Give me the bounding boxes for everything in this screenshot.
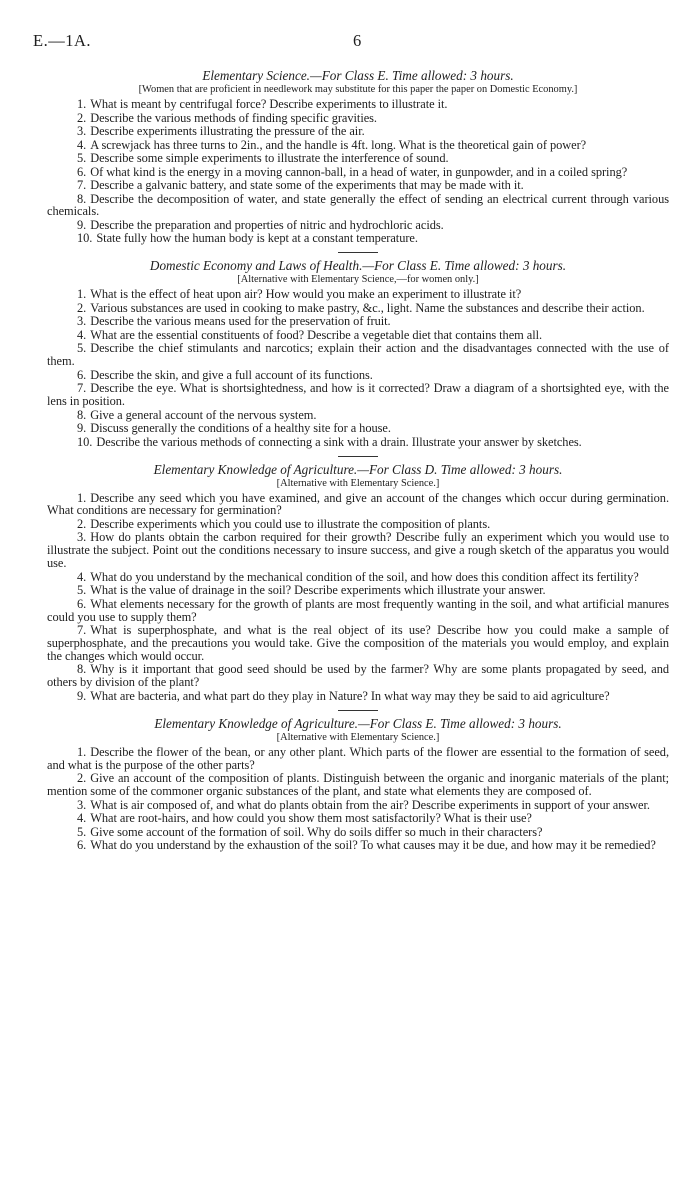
question-item bbox=[47, 624, 669, 663]
question-item bbox=[47, 799, 669, 812]
question-item bbox=[47, 826, 669, 839]
question-number: 9. bbox=[77, 217, 87, 232]
question-number: 3. bbox=[77, 314, 87, 329]
question-item bbox=[47, 663, 669, 689]
question-item bbox=[47, 369, 669, 382]
question-item bbox=[47, 598, 669, 624]
question-item bbox=[47, 422, 669, 435]
question-item bbox=[47, 409, 669, 422]
question-text: Of what kind is the energy in a moving cannon-ball, in a head of water, in gunpowder, and in a coiled spring? bbox=[90, 164, 628, 179]
question-number: 10. bbox=[77, 434, 93, 449]
question-number: 9. bbox=[77, 688, 87, 703]
question-number: 5. bbox=[77, 824, 87, 839]
question-number: 2. bbox=[77, 771, 87, 786]
question-text: What are bacteria, and what part do they play in Nature? In what way may they be said to aid agriculture? bbox=[90, 688, 610, 703]
question-number: 1. bbox=[77, 287, 87, 302]
question-item bbox=[47, 112, 669, 125]
question-list bbox=[47, 288, 669, 448]
section-note: [Alternative with Elementary Science.] bbox=[276, 477, 440, 489]
question-number: 7. bbox=[77, 381, 87, 396]
question-text: Describe the various methods of finding specific gravities. bbox=[90, 110, 377, 125]
question-number: 6. bbox=[77, 164, 87, 179]
question-item bbox=[47, 232, 669, 245]
question-item bbox=[47, 584, 669, 597]
question-text: Why is it important that good seed should be used by the farmer? Why are some plants propagated by seed, and others by division of the plant? bbox=[47, 662, 669, 690]
question-number: 5. bbox=[77, 341, 87, 356]
question-number: 4. bbox=[77, 137, 87, 152]
question-item bbox=[47, 288, 669, 301]
question-text: Describe the eye. What is shortsightedness, and how is it corrected? Draw a diagram of a shortsighted eye, with the lens in position. bbox=[47, 381, 669, 409]
question-list bbox=[47, 492, 669, 703]
section-title: Elementary Knowledge of Agriculture.—For Class D. Time allowed: 3 hours. bbox=[153, 461, 563, 477]
question-number: 1. bbox=[77, 490, 87, 505]
question-text: Describe some simple experiments to illustrate the interference of sound. bbox=[90, 151, 449, 165]
question-text: Describe the preparation and properties of nitric and hydrochloric acids. bbox=[90, 217, 444, 232]
question-number: 6. bbox=[77, 367, 87, 382]
section-divider bbox=[338, 252, 378, 253]
question-text: A screwjack has three turns to 2in., and the handle is 4ft. long. What is the theoretical gain of power? bbox=[90, 137, 587, 152]
question-item bbox=[47, 139, 669, 152]
document-reference: E.—1A. bbox=[33, 31, 91, 50]
question-text: Describe a galvanic battery, and state some of the experiments that may be made with it. bbox=[90, 178, 524, 192]
question-item bbox=[47, 179, 669, 192]
question-number: 1. bbox=[77, 97, 87, 111]
question-item bbox=[47, 746, 669, 772]
question-item bbox=[47, 342, 669, 368]
question-text: Give a general account of the nervous system. bbox=[90, 407, 317, 422]
question-item bbox=[47, 492, 669, 518]
exam-section bbox=[47, 68, 669, 245]
question-item bbox=[47, 219, 669, 232]
question-number: 5. bbox=[77, 151, 87, 165]
question-item bbox=[47, 193, 669, 219]
question-text: What is the value of drainage in the soil? Describe experiments which illustrate your answer. bbox=[90, 583, 546, 598]
question-text: What do you understand by the mechanical condition of the soil, and how does this condition affect its fertility? bbox=[90, 569, 639, 584]
question-number: 2. bbox=[77, 300, 87, 315]
question-text: What are the essential constituents of food? Describe a vegetable diet that contains them all. bbox=[90, 327, 543, 342]
question-item bbox=[47, 166, 669, 179]
question-number: 3. bbox=[77, 797, 87, 812]
section-note: [Alternative with Elementary Science.] bbox=[276, 731, 440, 743]
question-text: Describe the various means used for the preservation of fruit. bbox=[90, 314, 391, 329]
question-item bbox=[47, 315, 669, 328]
page-number: 6 bbox=[353, 31, 362, 50]
section-title: Domestic Economy and Laws of Health.—For Class E. Time allowed: 3 hours. bbox=[149, 258, 567, 274]
question-item bbox=[47, 518, 669, 531]
question-text: How do plants obtain the carbon required for their growth? Describe fully an experiment which you would use to illustrate the subject. Point out the conditions necessary to insure success, and give a rough sketch of the apparatus you would use. bbox=[47, 530, 669, 571]
question-text: What do you understand by the exhaustion of the soil? To what causes may it be due, and how may it be remedied? bbox=[90, 838, 656, 853]
question-list bbox=[47, 98, 669, 245]
question-text: Describe the decomposition of water, and state generally the effect of sending an electrical current through various chemicals. bbox=[47, 191, 669, 219]
section-note: [Alternative with Elementary Science,—for women only.] bbox=[237, 274, 479, 286]
question-item bbox=[47, 839, 669, 852]
question-text: Various substances are used in cooking to make pastry, &c., light. Name the substances and describe their action. bbox=[90, 300, 645, 315]
page-content bbox=[47, 64, 669, 853]
question-number: 2. bbox=[77, 516, 87, 531]
exam-sections bbox=[47, 68, 669, 852]
question-number: 8. bbox=[77, 662, 87, 677]
question-item bbox=[47, 125, 669, 138]
question-number: 4. bbox=[77, 327, 87, 342]
question-text: Discuss generally the conditions of a healthy site for a house. bbox=[90, 421, 391, 436]
question-item bbox=[47, 436, 669, 449]
question-text: What elements necessary for the growth of plants are most frequently wanting in the soil, and what artificial manures could you use to supply them? bbox=[47, 596, 669, 624]
question-text: Describe experiments illustrating the pressure of the air. bbox=[90, 124, 365, 138]
question-text: What is superphosphate, and what is the real object of its use? Describe how you could make a sample of superphosphate, and the precautions you would take. Give the composition of the materials you would employ, and explain the changes which would occur. bbox=[47, 623, 669, 663]
question-text: Describe the skin, and give a full account of its functions. bbox=[90, 367, 373, 382]
exam-section bbox=[47, 258, 669, 448]
question-text: Describe experiments which you could use to illustrate the composition of plants. bbox=[90, 516, 491, 531]
question-number: 7. bbox=[77, 623, 87, 638]
question-item bbox=[47, 152, 669, 165]
question-number: 4. bbox=[77, 811, 87, 826]
question-text: Describe the chief stimulants and narcotics; explain their action and the disadvantages connected with the use of them. bbox=[47, 341, 669, 369]
question-item bbox=[47, 690, 669, 703]
question-number: 8. bbox=[77, 191, 87, 206]
question-text: What is meant by centrifugal force? Describe experiments to illustrate it. bbox=[90, 97, 448, 111]
section-title: Elementary Knowledge of Agriculture.—For Class E. Time allowed: 3 hours. bbox=[154, 715, 562, 731]
question-text: Describe any seed which you have examined, and give an account of the changes which occur during germination. What conditions are necessary for germination? bbox=[47, 490, 669, 518]
question-number: 7. bbox=[77, 178, 87, 192]
question-number: 8. bbox=[77, 407, 87, 422]
question-list bbox=[47, 746, 669, 852]
question-item bbox=[47, 772, 669, 798]
question-item bbox=[47, 382, 669, 408]
section-divider bbox=[338, 456, 378, 457]
question-item bbox=[47, 302, 669, 315]
question-text: Describe the flower of the bean, or any other plant. Which parts of the flower are essential to the formation of seed, and what is the purpose of the other parts? bbox=[47, 744, 669, 772]
exam-section bbox=[47, 716, 669, 852]
question-number: 10. bbox=[77, 231, 93, 246]
question-text: What is the effect of heat upon air? How would you make an experiment to illustrate it? bbox=[90, 287, 522, 302]
section-divider bbox=[338, 710, 378, 711]
page-header bbox=[0, 0, 700, 56]
question-text: What are root-hairs, and how could you show them most satisfactorily? What is their use? bbox=[90, 811, 532, 826]
question-item bbox=[47, 329, 669, 342]
section-note: [Women that are proficient in needlework may substitute for this paper the paper on Domestic Economy.] bbox=[138, 84, 578, 95]
question-number: 4. bbox=[77, 569, 87, 584]
question-item bbox=[47, 98, 669, 111]
question-number: 6. bbox=[77, 596, 87, 611]
question-number: 6. bbox=[77, 838, 87, 853]
section-title: Elementary Science.—For Class E. Time allowed: 3 hours. bbox=[202, 68, 514, 83]
question-item bbox=[47, 531, 669, 570]
question-number: 9. bbox=[77, 421, 87, 436]
exam-section bbox=[47, 462, 669, 703]
question-text: Give some account of the formation of soil. Why do soils differ so much in their characters? bbox=[90, 824, 543, 839]
question-text: State fully how the human body is kept at a constant temperature. bbox=[96, 231, 418, 246]
question-text: Describe the various methods of connecting a sink with a drain. Illustrate your answer by sketches. bbox=[96, 434, 582, 449]
question-text: Give an account of the composition of plants. Distinguish between the organic and inorganic materials of the plant; mention some of the commoner organic substances of the plant, and state what elements they are composed of. bbox=[47, 771, 669, 799]
question-number: 3. bbox=[77, 530, 87, 545]
question-item bbox=[47, 571, 669, 584]
question-number: 5. bbox=[77, 583, 87, 598]
question-number: 2. bbox=[77, 110, 87, 125]
question-text: What is air composed of, and what do plants obtain from the air? Describe experiments in support of your answer. bbox=[90, 797, 650, 812]
question-item bbox=[47, 812, 669, 825]
question-number: 3. bbox=[77, 124, 87, 138]
question-number: 1. bbox=[77, 744, 87, 759]
